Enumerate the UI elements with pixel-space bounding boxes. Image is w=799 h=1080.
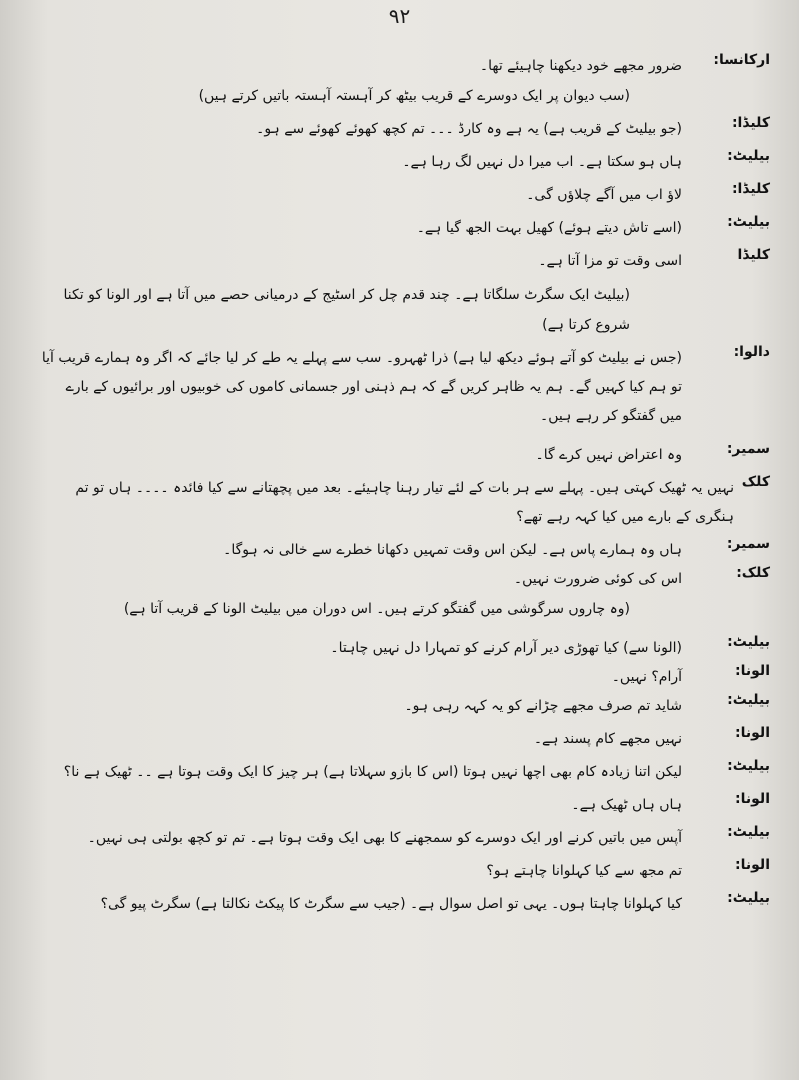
script-body bbox=[40, 52, 770, 919]
speaker-name: الونا: bbox=[735, 663, 770, 679]
dialogue-line bbox=[40, 824, 770, 853]
speaker-name: الونا: bbox=[735, 725, 770, 741]
dialogue-line bbox=[40, 52, 770, 81]
dialogue-line bbox=[40, 692, 770, 721]
speaker-name: کلیڈا: bbox=[731, 115, 770, 131]
dialogue-line bbox=[40, 344, 770, 431]
dialogue-text: کیا کہلوانا چاہتا ہوں۔ یہی تو اصل سوال ہے۔ (جیب سے سگرٹ کا پیکٹ نکالتا ہے) سگرٹ پیو گی؟ bbox=[100, 896, 682, 912]
dialogue-text: ہاں ہاں ٹھیک ہے۔ bbox=[571, 797, 682, 813]
page-number: ۹۲ bbox=[388, 4, 411, 28]
dialogue-text: ہاں ہو سکتا ہے۔ اب میرا دل نہیں لگ رہا ہے۔ bbox=[402, 154, 682, 170]
speaker-name: بیلیٹ: bbox=[727, 634, 770, 650]
stage-direction bbox=[40, 594, 770, 624]
dialogue-text: شاید تم صرف مجھے چڑانے کو یہ کہہ رہی ہو۔ bbox=[404, 698, 682, 714]
stage-direction-text: (وہ چاروں سرگوشی میں گفتگو کرتے ہیں۔ اس دوران میں بیلیٹ الونا کے قریب آتا ہے) bbox=[123, 601, 630, 617]
dialogue-line bbox=[40, 725, 770, 754]
dialogue-text: لاؤ اب میں آگے چلاؤں گی۔ bbox=[526, 187, 682, 203]
dialogue-line bbox=[40, 758, 770, 787]
dialogue-text: تم مجھ سے کیا کہلوانا چاہتے ہو؟ bbox=[486, 863, 682, 879]
dialogue-text: لیکن اتنا زیادہ کام بھی اچھا نہیں ہوتا (اس کا بازو سہلاتا ہے) ہر چیز کا ایک وقت ہوتا ہے ۔۔ ٹھیک ہے نا؟ bbox=[63, 764, 682, 780]
speaker-name: کلک: bbox=[736, 565, 770, 581]
dialogue-text: اسی وقت تو مزا آتا ہے۔ bbox=[538, 253, 682, 269]
dialogue-line bbox=[40, 890, 770, 919]
speaker-name: بیلیٹ: bbox=[727, 824, 770, 840]
speaker-name: الونا: bbox=[735, 857, 770, 873]
stage-direction bbox=[40, 81, 770, 111]
speaker-name: الونا: bbox=[735, 791, 770, 807]
dialogue-text: ضرور مجھے خود دیکھنا چاہیئے تھا۔ bbox=[479, 58, 682, 74]
dialogue-text: (جس نے بیلیٹ کو آتے ہوئے دیکھ لیا ہے) ذرا ٹھہرو۔ سب سے پہلے یہ طے کر لیا جائے کہ اگر وہ ہمارے قریب آیا تو ہم کیا کہیں گے۔ ہم یہ ظاہر کریں گے کہ ہم ذہنی اور جسمانی کاموں کی خوبیوں اور برائیوں کے بارے میں گفتگو کر رہے ہیں۔ bbox=[41, 350, 682, 424]
dialogue-text: آرام؟ نہیں۔ bbox=[611, 669, 682, 685]
stage-direction-text: (بیلیٹ ایک سگرٹ سلگاتا ہے۔ چند قدم چل کر اسٹیج کے درمیانی حصے میں آتا ہے اور الونا کو تکنا شروع کرتا ہے) bbox=[63, 287, 630, 333]
dialogue-text: آپس میں باتیں کرنے اور ایک دوسرے کو سمجھنے کا بھی ایک وقت ہوتا ہے۔ تم تو کچھ بولتی ہی نہیں۔ bbox=[87, 830, 682, 846]
dialogue-line bbox=[40, 441, 770, 470]
dialogue-line bbox=[40, 148, 770, 177]
speaker-name: بیلیٹ: bbox=[727, 148, 770, 164]
stage-direction bbox=[40, 280, 770, 340]
speaker-name: ارکانسا: bbox=[713, 52, 770, 68]
dialogue-line bbox=[40, 247, 770, 276]
dialogue-line bbox=[40, 565, 770, 594]
dialogue-line bbox=[40, 115, 770, 144]
dialogue-line bbox=[40, 536, 770, 565]
speaker-name: بیلیٹ: bbox=[727, 758, 770, 774]
dialogue-line bbox=[40, 634, 770, 663]
speaker-name: سمیر: bbox=[726, 441, 770, 457]
speaker-name: کلیڈا bbox=[737, 247, 770, 263]
dialogue-text: وہ اعتراض نہیں کرے گا۔ bbox=[535, 447, 682, 463]
speaker-name: بیلیٹ: bbox=[727, 890, 770, 906]
dialogue-line bbox=[40, 181, 770, 210]
dialogue-line bbox=[40, 663, 770, 692]
dialogue-line bbox=[40, 474, 770, 532]
speaker-name: بیلیٹ: bbox=[727, 214, 770, 230]
dialogue-text: (اسے تاش دیتے ہوئے) کھیل بہت الجھ گیا ہے۔ bbox=[416, 220, 682, 236]
dialogue-text: (الونا سے) کیا تھوڑی دیر آرام کرنے کو تمہارا دل نہیں چاہتا۔ bbox=[330, 640, 682, 656]
dialogue-line bbox=[40, 857, 770, 886]
dialogue-line bbox=[40, 791, 770, 820]
speaker-name: دالوا: bbox=[733, 344, 770, 360]
speaker-name: بیلیٹ: bbox=[727, 692, 770, 708]
dialogue-text: نہیں یہ ٹھیک کہتی ہیں۔ پہلے سے ہر بات کے لئے تیار رہنا چاہیئے۔ بعد میں پچھتانے سے کیا فائدہ ۔۔۔۔ ہاں تو تم ہنگری کے بارے میں کیا کہہ رہے تھے؟ bbox=[75, 480, 734, 525]
speaker-name: کلک bbox=[741, 474, 770, 490]
dialogue-text: ہاں وہ ہمارے پاس ہے۔ لیکن اس وقت تمہیں دکھانا خطرے سے خالی نہ ہوگا۔ bbox=[223, 542, 682, 558]
speaker-name: کلیڈا: bbox=[731, 181, 770, 197]
dialogue-line bbox=[40, 214, 770, 243]
speaker-name: سمیر: bbox=[726, 536, 770, 552]
dialogue-text: نہیں مجھے کام پسند ہے۔ bbox=[533, 731, 682, 747]
dialogue-text: (جو بیلیٹ کے قریب ہے) یہ ہے وہ کارڈ ۔۔۔ تم کچھ کھوئے کھوئے سے ہو۔ bbox=[256, 121, 682, 137]
stage-direction-text: (سب دیوان پر ایک دوسرے کے قریب بیٹھ کر آہستہ آہستہ باتیں کرتے ہیں) bbox=[198, 88, 630, 104]
dialogue-text: اس کی کوئی ضرورت نہیں۔ bbox=[513, 571, 682, 587]
